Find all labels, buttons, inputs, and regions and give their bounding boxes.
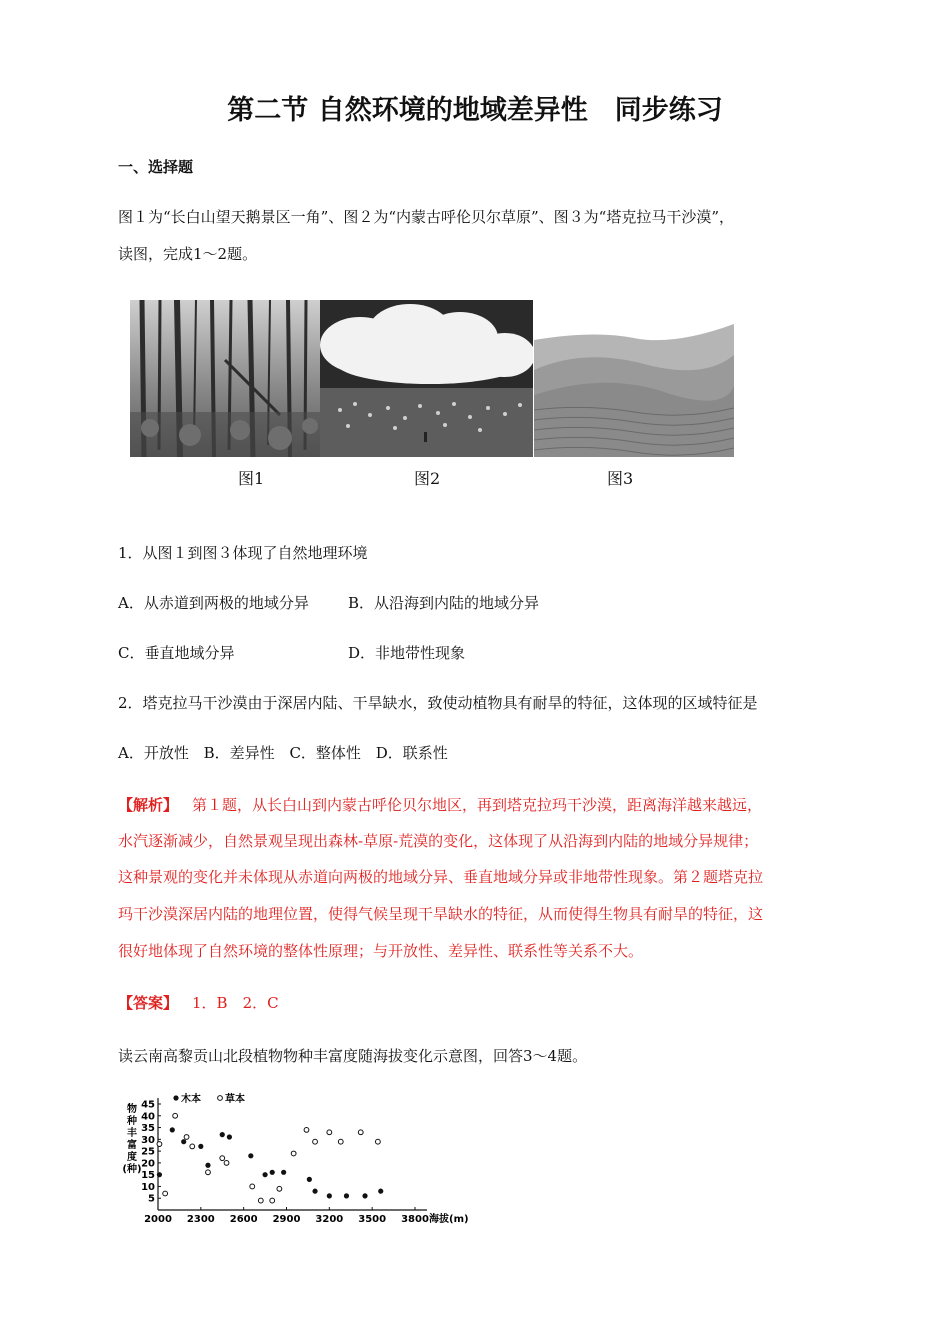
herb-point (173, 1113, 178, 1118)
herb-point (375, 1139, 380, 1144)
herb-point (338, 1139, 343, 1144)
woody-point (307, 1177, 312, 1182)
woody-point (362, 1193, 367, 1198)
herb-point (304, 1128, 309, 1133)
question-2-options (118, 743, 448, 763)
woody-point (170, 1127, 175, 1132)
y-tick-label: 20 (141, 1158, 155, 1170)
herb-point (220, 1156, 225, 1161)
forest-photo (130, 300, 320, 457)
y-axis-label-part: 种 (127, 1116, 137, 1127)
x-tick-label: 2900 (272, 1214, 301, 1225)
x-axis-label: 海拔(m) (429, 1214, 469, 1225)
y-tick-label: 15 (141, 1170, 155, 1182)
y-axis-label-part: 富 (127, 1140, 137, 1151)
woody-point (227, 1134, 232, 1139)
y-axis-label-part: 度 (127, 1152, 137, 1163)
page-title: 第二节 自然环境的地域差异性 同步练习 (227, 95, 723, 126)
figure-2-caption: 图2 (414, 469, 441, 488)
x-tick-label: 3500 (358, 1214, 387, 1225)
herb-point (313, 1139, 318, 1144)
analysis-line-5: 很好地体现了自然环境的整体性原理；与开放性、差异性、联系性等关系不大。 (118, 942, 644, 960)
y-tick-label: 40 (141, 1111, 155, 1123)
grassland-photo (320, 300, 533, 457)
herb-point (277, 1186, 282, 1191)
y-tick-label: 10 (141, 1181, 155, 1193)
option-c: C．垂直地域分异 (118, 644, 235, 662)
herb-point (206, 1170, 211, 1175)
option-a: A．开放性 (118, 744, 189, 762)
herb-point (250, 1184, 255, 1189)
woody-point (281, 1170, 286, 1175)
woody-point (205, 1163, 210, 1168)
x-tick-label: 3200 (315, 1214, 344, 1225)
species-richness-chart (118, 1090, 478, 1230)
legend-label-woody: 木本 (181, 1094, 201, 1105)
herb-point (157, 1142, 162, 1147)
herb-point (270, 1198, 275, 1203)
woody-point (248, 1153, 253, 1158)
herb-point (190, 1144, 195, 1149)
woody-point (157, 1172, 162, 1177)
question-2-stem: 2．塔克拉马干沙漠由于深居内陆、干旱缺水，致使动植物具有耐旱的特征，这体现的区域特征是 (118, 694, 758, 712)
woody-point (270, 1170, 275, 1175)
answer-label: 【答案】 (118, 994, 179, 1012)
y-axis-label-part: 物 (127, 1104, 137, 1115)
x-tick-label: 2000 (144, 1214, 172, 1225)
legend-label-herb: 草本 (225, 1094, 245, 1105)
x-tick-label: 2600 (229, 1214, 258, 1225)
y-tick-label: 45 (141, 1099, 155, 1111)
woody-point (378, 1189, 383, 1194)
legend-marker-herb (218, 1096, 223, 1101)
woody-point (220, 1132, 225, 1137)
intro-line-3: 读云南高黎贡山北段植物物种丰富度随海拔变化示意图，回答3～4题。 (118, 1047, 588, 1065)
option-c: C．整体性 (289, 744, 361, 762)
y-axis-label-part: 丰 (127, 1128, 137, 1139)
figure-1-caption: 图1 (238, 469, 265, 488)
section-heading: 一、选择题 (118, 158, 194, 176)
herb-point (258, 1198, 263, 1203)
herb-point (327, 1130, 332, 1135)
question-1-stem: 1．从图１到图３体现了自然地理环境 (118, 544, 368, 562)
option-d: D．非地带性现象 (348, 644, 466, 662)
y-tick-label: 25 (141, 1146, 155, 1158)
woody-point (181, 1139, 186, 1144)
herb-point (358, 1130, 363, 1135)
analysis-line-2: 水汽逐渐减少，自然景观呈现出森林-草原-荒漠的变化，这体现了从沿海到内陆的地域分异规律； (118, 832, 759, 850)
option-a: A．从赤道到两极的地域分异 (118, 594, 309, 612)
woody-point (344, 1193, 349, 1198)
analysis-line-3: 这种景观的变化并未体现从赤道向两极的地域分异、垂直地域分异或非地带性现象。第２题塔克拉 (118, 868, 764, 886)
intro-line-2: 读图，完成1～2题。 (118, 245, 258, 263)
woody-point (312, 1189, 317, 1194)
desert-photo (534, 300, 734, 457)
y-axis-label-part: (种) (122, 1164, 142, 1175)
option-b: B．差异性 (203, 744, 275, 762)
herb-point (163, 1191, 168, 1196)
figure-3-caption: 图3 (607, 469, 634, 488)
x-tick-label: 3800 (401, 1214, 429, 1225)
herb-point (184, 1135, 189, 1140)
answer-line (118, 993, 279, 1013)
intro-line-1: 图１为“长白山望天鹅景区一角”、图２为“内蒙古呼伦贝尔草原”、图３为“塔克拉马干沙漠”， (118, 208, 735, 226)
question-1-options-row-2 (118, 643, 465, 663)
y-tick-label: 5 (148, 1193, 155, 1205)
woody-point (198, 1144, 203, 1149)
option-d: D．联系性 (375, 744, 448, 762)
herb-point (291, 1151, 296, 1156)
herb-point (224, 1160, 229, 1165)
woody-point (327, 1193, 332, 1198)
option-b: B．从沿海到内陆的地域分异 (348, 594, 540, 612)
y-tick-label: 30 (141, 1134, 155, 1146)
analysis-text-1: 第１题，从长白山到内蒙古呼伦贝尔地区，再到塔克拉玛干沙漠，距离海洋越来越远， (192, 796, 763, 814)
legend-marker-woody (173, 1095, 178, 1100)
y-tick-label: 35 (141, 1123, 155, 1135)
x-tick-label: 2300 (186, 1214, 215, 1225)
analysis-line-4: 玛干沙漠深居内陆的地理位置，使得气候呈现干旱缺水的特征，从而使得生物具有耐旱的特征，这 (118, 905, 764, 923)
analysis-line-1 (118, 795, 762, 815)
answer-text: 1．B 2．C (192, 994, 279, 1012)
question-1-options-row-1 (118, 593, 539, 613)
analysis-label: 【解析】 (118, 796, 179, 814)
woody-point (262, 1172, 267, 1177)
